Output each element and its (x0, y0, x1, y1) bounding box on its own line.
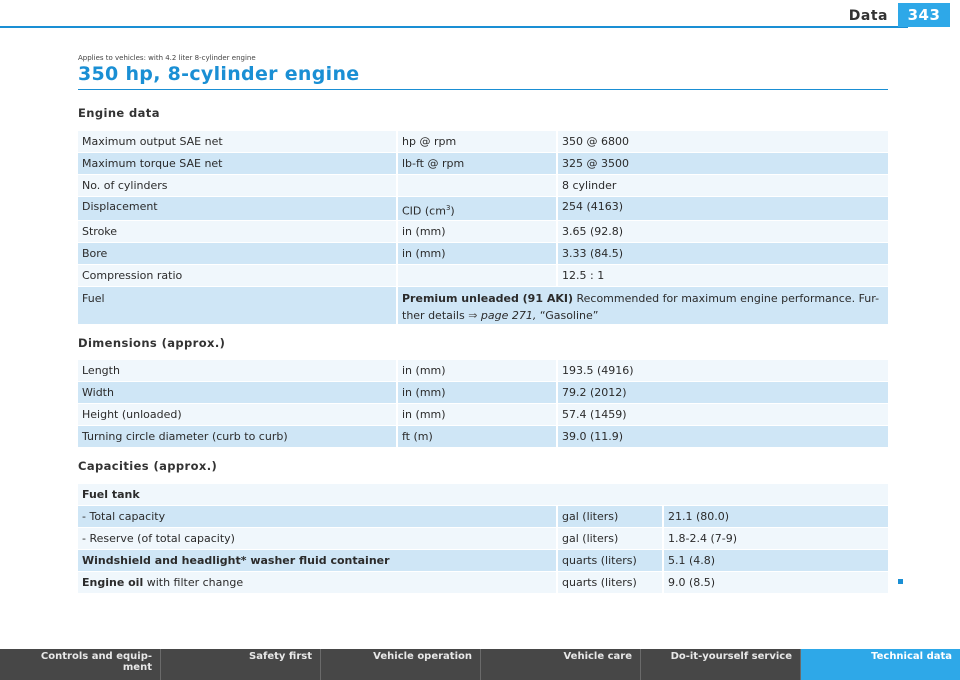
unit-suffix: ) (450, 204, 455, 218)
row-label: Maximum torque SAE net (78, 153, 398, 175)
table-row (78, 550, 888, 572)
engine-oil-rest: with filter change (143, 576, 244, 589)
unit-superscript: 3 (445, 203, 451, 212)
fuel-grade: Premium unleaded (91 AKI) (402, 292, 573, 305)
row-label: Fuel (78, 287, 398, 325)
row-value: 39.0 (11.9) (558, 426, 888, 448)
footer-tab-label: Do-it-yourself service (670, 651, 792, 662)
fuel-description (398, 287, 888, 325)
engine-oil-label: Engine oil (82, 576, 144, 589)
fuel-text-3: “Gasoline” (536, 309, 599, 322)
engine-data-heading: Engine data (78, 106, 160, 120)
page-reference-link[interactable]: page 271, (477, 309, 537, 322)
row-label: - Reserve (of total capacity) (78, 528, 558, 550)
row-unit: in (mm) (398, 382, 558, 404)
footer-tab-label: Vehicle care (563, 651, 632, 662)
footer-tab-label: Vehicle operation (373, 651, 472, 662)
footer-tab-safety[interactable] (161, 649, 321, 680)
row-value: 1.8-2.4 (7-9) (664, 528, 888, 550)
header-title: Data (848, 8, 888, 24)
table-row-fuel (78, 287, 888, 325)
row-label: Bore (78, 243, 398, 265)
row-unit: hp @ rpm (398, 131, 558, 153)
row-unit: lb-ft @ rpm (398, 153, 558, 175)
page-number: 343 (898, 3, 950, 27)
row-unit: in (mm) (398, 243, 558, 265)
footer-tab-label: Controls and equip- (40, 651, 152, 662)
row-unit (398, 175, 558, 197)
table-row (78, 528, 888, 550)
row-value: 8 cylinder (558, 175, 888, 197)
row-value: 21.1 (80.0) (664, 506, 888, 528)
row-value: 254 (4163) (558, 197, 888, 221)
row-label: Stroke (78, 221, 398, 243)
title-rule (78, 89, 888, 90)
footer-tab-technical[interactable] (801, 649, 960, 680)
row-unit: in (mm) (398, 360, 558, 382)
table-row (78, 404, 888, 426)
row-label: - Total capacity (78, 506, 558, 528)
footer-tab-label: Technical data (871, 651, 952, 662)
row-unit: in (mm) (398, 221, 558, 243)
row-unit (398, 197, 558, 221)
row-value: 193.5 (4916) (558, 360, 888, 382)
row-value: 9.0 (8.5) (664, 572, 888, 594)
table-row (78, 360, 888, 382)
row-unit: ft (m) (398, 426, 558, 448)
row-label: Maximum output SAE net (78, 131, 398, 153)
row-value: 3.65 (92.8) (558, 221, 888, 243)
row-value: 79.2 (2012) (558, 382, 888, 404)
section-end-marker (898, 579, 903, 584)
table-row (78, 153, 888, 175)
dimensions-table (78, 360, 888, 448)
table-row (78, 382, 888, 404)
row-label: No. of cylinders (78, 175, 398, 197)
row-unit: gal (liters) (558, 528, 664, 550)
unit-prefix: CID (cm (402, 204, 446, 218)
table-row (78, 506, 888, 528)
fuel-tank-label (78, 484, 888, 506)
engine-data-table (78, 131, 888, 325)
row-unit: quarts (liters) (558, 550, 664, 572)
row-label: Length (78, 360, 398, 382)
row-unit (398, 265, 558, 287)
table-row (78, 572, 888, 594)
row-value: 325 @ 3500 (558, 153, 888, 175)
row-value: 12.5 : 1 (558, 265, 888, 287)
table-row (78, 265, 888, 287)
footer-tab-operation[interactable] (321, 649, 481, 680)
footer-tab-care[interactable] (481, 649, 641, 680)
table-row (78, 243, 888, 265)
row-value: 5.1 (4.8) (664, 550, 888, 572)
table-row (78, 197, 888, 221)
row-label: Compression ratio (78, 265, 398, 287)
arrow-icon: ⇒ (468, 309, 478, 322)
row-label: Turning circle diameter (curb to curb) (78, 426, 398, 448)
fuel-text-1: Recommended for maximum engine performance. Fur- (572, 292, 880, 305)
row-label (78, 572, 558, 594)
footer-tab-controls[interactable] (0, 649, 161, 680)
page-title: 350 hp, 8-cylinder engine (78, 63, 360, 85)
row-unit: in (mm) (398, 404, 558, 426)
row-label: Displacement (78, 197, 398, 221)
dimensions-heading: Dimensions (approx.) (78, 336, 226, 350)
table-row (78, 484, 888, 506)
row-value: 350 @ 6800 (558, 131, 888, 153)
footer-tab-diy[interactable] (641, 649, 801, 680)
table-row (78, 221, 888, 243)
table-row (78, 426, 888, 448)
row-unit: quarts (liters) (558, 572, 664, 594)
capacities-heading: Capacities (approx.) (78, 459, 218, 473)
row-value: 3.33 (84.5) (558, 243, 888, 265)
row-label (78, 550, 558, 572)
table-row (78, 131, 888, 153)
row-value: 57.4 (1459) (558, 404, 888, 426)
table-row (78, 175, 888, 197)
header-rule (0, 26, 908, 28)
row-unit: gal (liters) (558, 506, 664, 528)
footer-tab-label: ment (122, 662, 152, 673)
footer-tab-label: Safety first (249, 651, 312, 662)
capacities-table (78, 484, 888, 594)
row-label: Height (unloaded) (78, 404, 398, 426)
footer-nav (0, 649, 960, 680)
fuel-text-2: ther details (402, 309, 469, 322)
fuel-tank-title: Fuel tank (82, 488, 140, 501)
row-label: Width (78, 382, 398, 404)
washer-label: Windshield and headlight* washer fluid container (82, 554, 390, 567)
applies-note: Applies to vehicles: with 4.2 liter 8-cylinder engine (78, 54, 256, 62)
